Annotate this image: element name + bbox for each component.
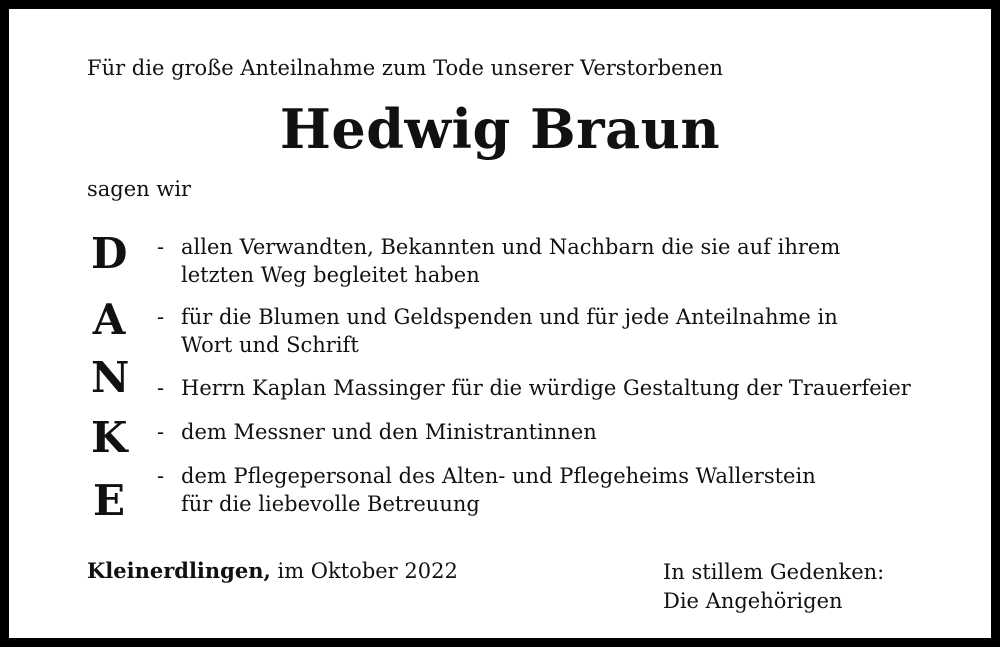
bullet-dash: - [157,235,165,259]
thanks-item-text: für die Blumen und Geldspenden und für jede Anteilnahme in Wort und Schrift [181,305,838,357]
bullet-dash: - [157,376,165,400]
bullet-dash: - [157,305,165,329]
place-date [87,558,458,583]
danke-letter-n: N [91,353,130,402]
danke-letter-e: E [92,476,125,525]
thanks-item-text: dem Messner und den Ministrantinnen [181,420,597,444]
thanks-item-text: allen Verwandten, Bekannten und Nachbarn die sie auf ihrem letzten Weg begleitet haben [181,235,841,287]
bullet-dash: - [157,464,165,488]
thanks-item-text: Herrn Kaplan Massinger für die würdige Gestaltung der Trauerfeier [181,376,911,400]
closing-line-2: Die Angehörigen [663,589,843,613]
thanks-item [157,462,917,518]
thanks-item [157,374,917,402]
closing-line-1: In stillem Gedenken: [663,560,885,584]
thanks-item [157,233,917,289]
danke-letter-d: D [91,229,128,278]
date-text: im Oktober 2022 [277,559,458,583]
place-name: Kleinerdlingen, [87,558,271,583]
deceased-name: Hedwig Braun [279,97,721,161]
thanks-item [157,418,917,446]
thanks-item-text: dem Pflegepersonal des Alten- und Pflegeheims Wallerstein für die liebevolle Betreuung [181,464,816,516]
signature-block [663,558,884,616]
danke-letter-k: K [91,413,128,462]
danke-letter-a: A [92,295,126,344]
intro-text: Für die große Anteilnahme zum Tode unserer Verstorbenen [87,56,724,80]
bullet-dash: - [157,420,165,444]
sagen-wir-text: sagen wir [87,177,192,201]
thanks-item [157,303,917,359]
